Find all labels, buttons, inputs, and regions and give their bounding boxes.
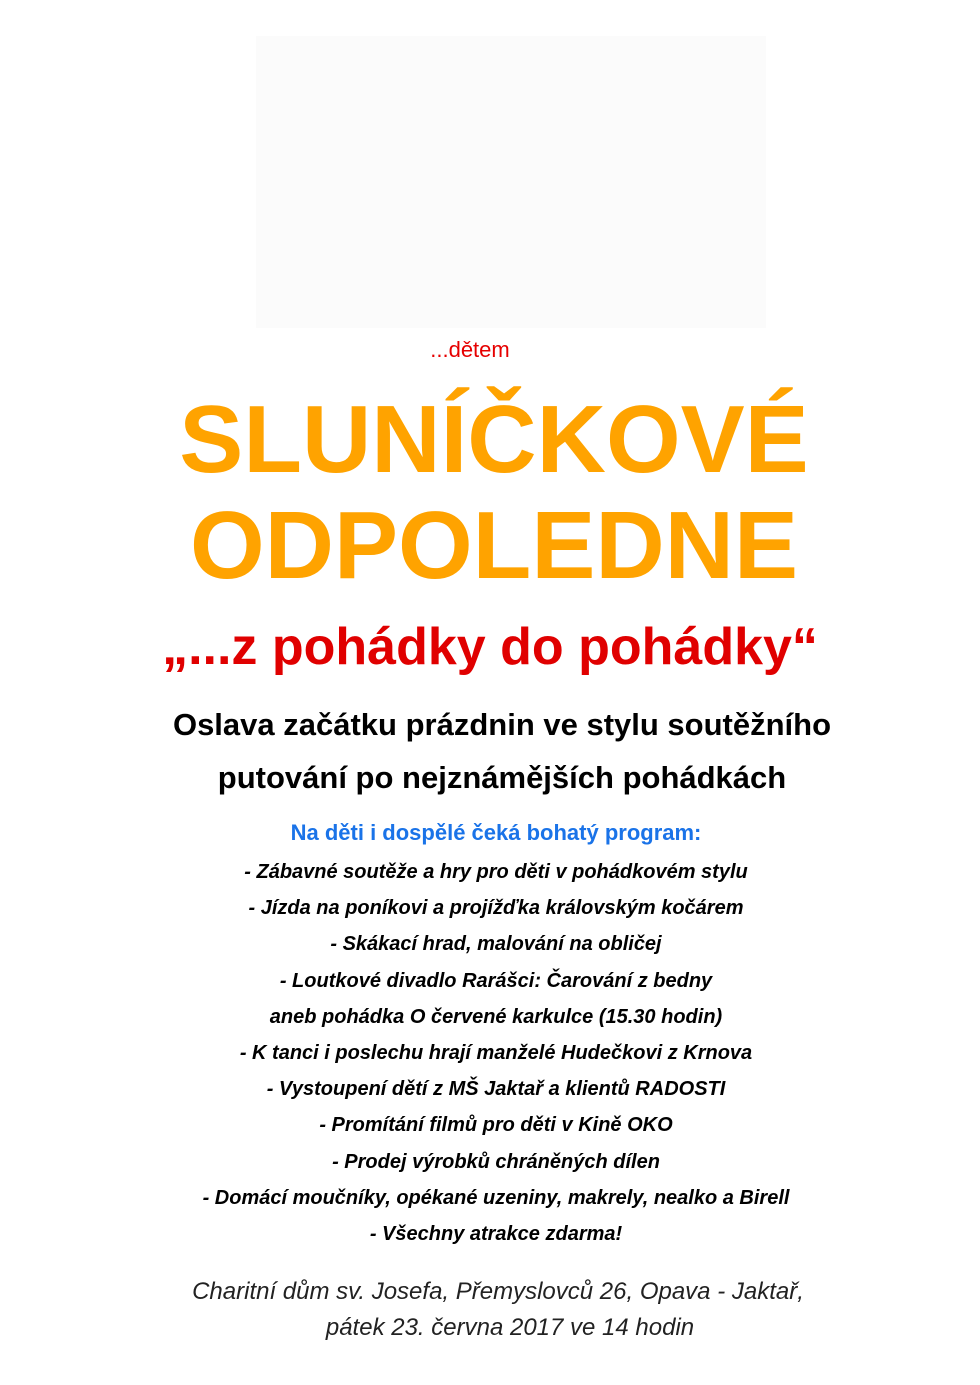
list-item: - Loutkové divadlo Rarášci: Čarování z bedny [279, 969, 713, 992]
list-item: - Prodej výrobků chráněných dílen [332, 1150, 660, 1173]
logo-background [256, 36, 766, 328]
list-item: aneb pohádka O červené karkulce (15.30 hodin) [269, 1005, 723, 1028]
footer-datetime: pátek 23. června 2017 ve 14 hodin [325, 1314, 695, 1341]
list-item: - Zábavné soutěže a hry pro děti v pohádkovém stylu [244, 861, 748, 883]
description-line-1: Oslava začátku prázdnin ve stylu soutěžního [172, 707, 832, 742]
list-item: - Jízda na poníkovi a projížďka královským kočárem [248, 897, 744, 920]
list-item: - Vystoupení dětí z MŠ Jaktař a klientů RADOSTI [266, 1078, 726, 1101]
list-item: - Promítání filmů pro děti v Kině OKO [319, 1114, 673, 1137]
program-list [0, 858, 980, 1256]
list-item: - Domácí moučníky, opékané uzeniny, makrely, nealko a Birell [202, 1186, 790, 1209]
footer-address: Charitní dům sv. Josefa, Přemyslovců 26, Opava - Jaktař, [192, 1278, 804, 1305]
list-item: - K tanci i poslechu hrají manželé Hudečkovi z Krnova [239, 1041, 753, 1064]
title-line-1: SLUNÍČKOVÉ [179, 386, 809, 493]
program-heading: Na děti i dospělé čeká bohatý program: [290, 820, 702, 845]
intro-text: ...dětem [430, 337, 510, 362]
description-line-2: putování po nejznámějších pohádkách [217, 760, 787, 795]
list-item: - Všechny atrakce zdarma! [369, 1222, 623, 1245]
subtitle: „...z pohádky do pohádky“ [162, 618, 818, 676]
list-item: - Skákací hrad, malování na obličej [330, 933, 662, 956]
title-line-2: ODPOLEDNE [189, 492, 799, 599]
caritas-logo [256, 36, 766, 328]
